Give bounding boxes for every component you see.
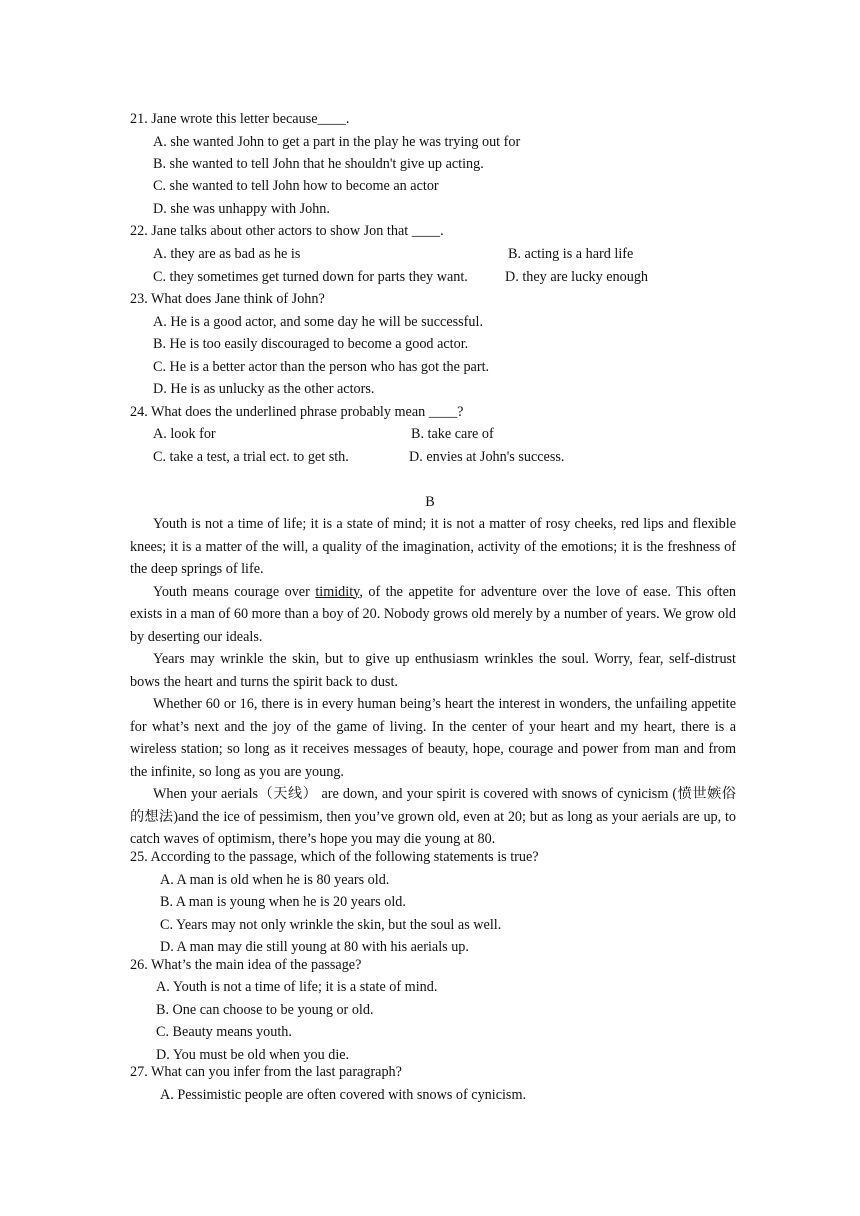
question-27-option-a: A. Pessimistic people are often covered with snows of cynicism. (160, 1087, 527, 1103)
question-23-option-b: B. He is too easily discouraged to become a good actor. (153, 336, 469, 352)
question-21-option-c: C. she wanted to tell John how to become an actor (153, 178, 439, 194)
question-21-option-b: B. she wanted to tell John that he shouldn't give up acting. (153, 156, 484, 172)
question-25-option-d: D. A man may die still young at 80 with his aerials up. (160, 939, 469, 955)
question-24-option-b: B. take care of (411, 426, 494, 442)
question-22-stem: 22. Jane talks about other actors to show Jon that ____. (130, 223, 444, 239)
passage-paragraph-3: Years may wrinkle the skin, but to give up enthusiasm wrinkles the soul. Worry, fear, self-distrust bows the heart and turns the spirit back to dust. (130, 651, 736, 690)
question-26-option-c: C. Beauty means youth. (156, 1024, 292, 1040)
question-27-stem: 27. What can you infer from the last paragraph? (130, 1064, 402, 1080)
question-23-option-a: A. He is a good actor, and some day he will be successful. (153, 314, 483, 330)
question-23-option-d: D. He is as unlucky as the other actors. (153, 381, 375, 397)
question-23-stem: 23. What does Jane think of John? (130, 291, 325, 307)
question-23-option-c: C. He is a better actor than the person who has got the part. (153, 359, 490, 375)
question-24-stem: 24. What does the underlined phrase probably mean ____? (130, 404, 464, 420)
question-25-option-a: A. A man is old when he is 80 years old. (160, 872, 390, 888)
underlined-word-timidity: timidity (315, 583, 360, 600)
question-24-option-a: A. look for (153, 426, 216, 442)
question-26-stem: 26. What’s the main idea of the passage? (130, 957, 362, 973)
question-25-option-c: C. Years may not only wrinkle the skin, but the soul as well. (160, 917, 502, 933)
question-21-option-a: A. she wanted John to get a part in the play he was trying out for (153, 134, 521, 150)
question-22-option-d: D. they are lucky enough (505, 269, 649, 285)
question-24-option-c: C. take a test, a trial ect. to get sth. (153, 449, 349, 465)
passage-paragraph-2-start: Youth means courage over (153, 583, 316, 600)
question-24-option-d: D. envies at John's success. (409, 449, 565, 465)
question-26-option-a: A. Youth is not a time of life; it is a state of mind. (156, 979, 438, 995)
question-26-option-b: B. One can choose to be young or old. (156, 1002, 374, 1018)
passage-paragraph-4: Whether 60 or 16, there is in every human being’s heart the interest in wonders, the unfailing appetite for what’s next and the joy of the game of living. In the center of your heart and my heart, there is a wireless station; so long as it receives messages of beauty, hope, courage and power from man and from the infinite, so long as you are young. (130, 696, 736, 780)
question-25-stem: 25. According to the passage, which of the following statements is true? (130, 849, 539, 865)
question-22-option-c: C. they sometimes get turned down for parts they want. (153, 269, 468, 285)
section-b-heading: B (425, 494, 435, 510)
question-21-option-d: D. she was unhappy with John. (153, 201, 330, 217)
question-25-option-b: B. A man is young when he is 20 years old. (160, 894, 406, 910)
question-21-stem: 21. Jane wrote this letter because____. (130, 111, 350, 127)
passage-b (130, 513, 736, 851)
question-22-option-a: A. they are as bad as he is (153, 246, 301, 262)
question-22-option-b: B. acting is a hard life (508, 246, 634, 262)
passage-paragraph-1: Youth is not a time of life; it is a state of mind; it is not a matter of rosy cheeks, red lips and flexible knees; it is a matter of the will, a quality of the imagination, activity of the emotions; it is the freshness of the deep springs of life. (130, 516, 736, 577)
passage-paragraph-2-end: , of the appetite for adventure over the love of ease. This often exists in a man of 60 more than a boy of 20. Nobody grows old merely by a number of years. We grow old by deserting our ideals. (130, 583, 736, 645)
question-26-option-d: D. You must be old when you die. (156, 1047, 350, 1063)
passage-paragraph-2 (130, 581, 736, 649)
passage-paragraph-5: When your aerials（天线） are down, and your spirit is covered with snows of cynicism (愤世嫉俗的想法)and the ice of pessimism, then you’ve grown old, even at 20; but as long as your aerials are up, to catch waves of optimism, there’s hope you may die young at 80. (130, 786, 736, 847)
